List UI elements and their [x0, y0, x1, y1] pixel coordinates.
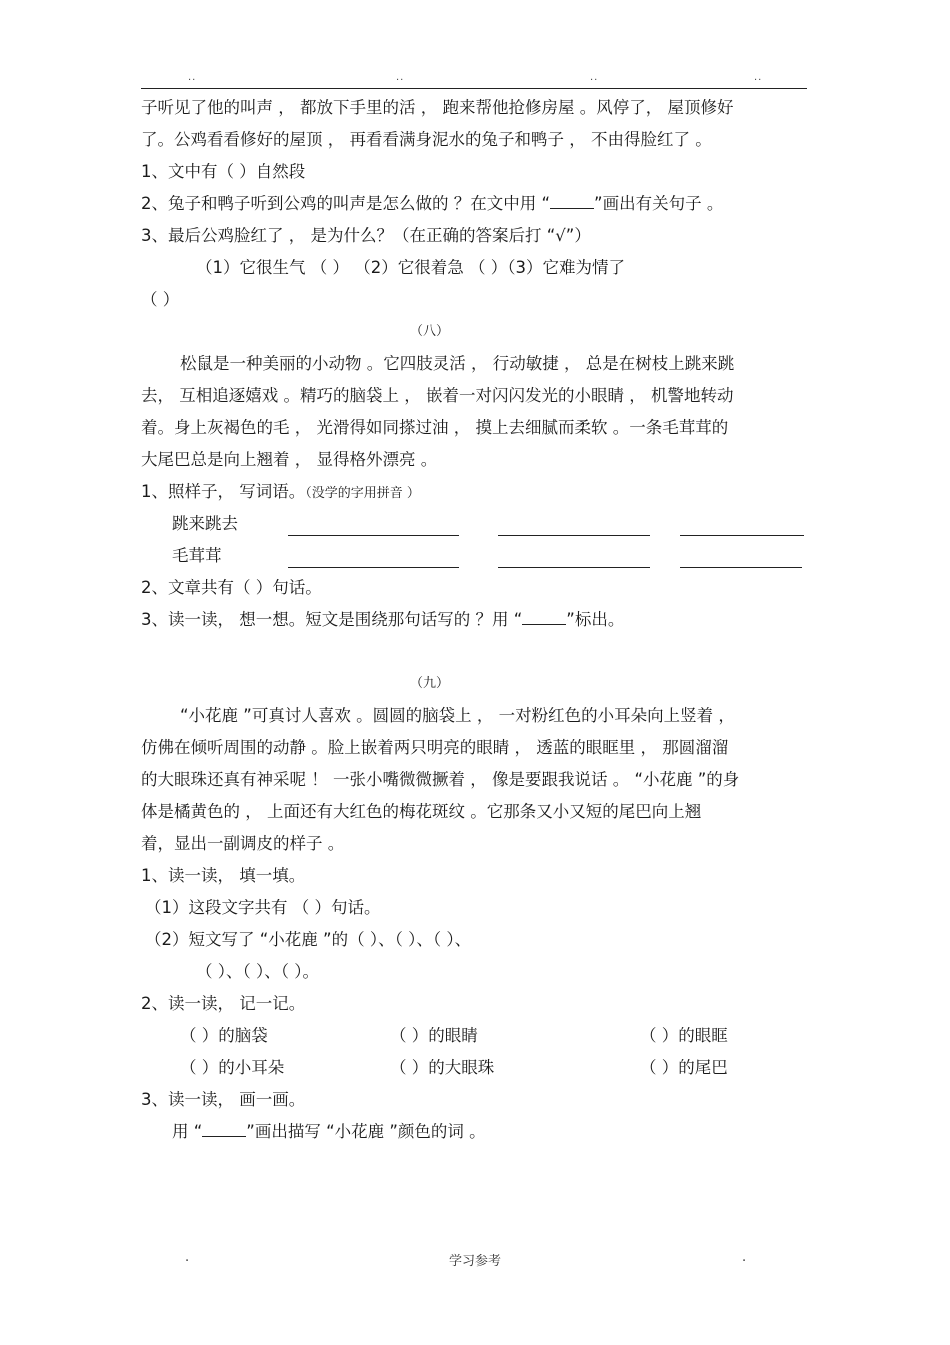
section-title: （八） [410, 324, 450, 339]
question [141, 610, 624, 630]
fill-item: （ ）的尾巴 [640, 1058, 728, 1077]
example-word: 毛茸茸 [172, 546, 222, 565]
passage-line: 子听见了他的叫声 ， 都放下手里的活 ， 跑来帮他抢修房屋 。风停了， 屋顶修好 [141, 98, 734, 117]
question-text: 用 “ [172, 1122, 203, 1141]
header-dots: .. [754, 72, 763, 83]
question: 1、文中有（ ）自然段 [141, 162, 306, 181]
question [172, 1122, 486, 1142]
underline-sample [550, 194, 594, 209]
question: 2、文章共有（ ）句话。 [141, 578, 322, 597]
header-rule [141, 88, 807, 89]
passage-line: 了。公鸡看看修好的屋顶 ， 再看看满身泥水的兔子和鸭子 ， 不由得脸红了 。 [141, 130, 712, 149]
question: （2）短文写了 “小花鹿 ”的（ ）、（ ）、（ ）、 [145, 930, 472, 949]
question-note: （没学的字用拼音 ） [305, 486, 420, 501]
question: （1）这段文字共有 （ ）句话。 [145, 898, 381, 917]
question: 1、读一读， 填一填。 [141, 866, 306, 885]
header-dots: .. [590, 72, 599, 83]
passage-line: 着，显出一副调皮的样子 。 [141, 834, 345, 853]
header-dots: .. [396, 72, 405, 83]
fill-item: （ ）的眼眶 [640, 1026, 728, 1045]
footer-dot: . [185, 1250, 190, 1265]
underline-sample [202, 1122, 246, 1137]
footer-label: 学习参考 [449, 1254, 502, 1269]
passage-line: 去， 互相追逐嬉戏 。精巧的脑袋上 ， 嵌着一对闪闪发光的小眼睛 ， 机警地转动 [141, 386, 734, 405]
answer-line [498, 535, 650, 536]
passage-line: 着。身上灰褐色的毛 ， 光滑得如同搽过油 ， 摸上去细腻而柔软 。一条毛茸茸的 [141, 418, 729, 437]
passage-line: “小花鹿 ”可真讨人喜欢 。圆圆的脑袋上 ， 一对粉红色的小耳朵向上竖着 ， [180, 706, 735, 725]
question: 3、最后公鸡脸红了 ， 是为什么？（在正确的答案后打 “√”） [141, 226, 591, 245]
answer-line [680, 535, 804, 536]
section-title: （九） [410, 676, 450, 691]
answer-blank: （ ） [141, 290, 180, 309]
passage-line: 仿佛在倾听周围的动静 。脸上嵌着两只明亮的眼睛 ， 透蓝的眼眶里 ， 那圆溜溜 [141, 738, 729, 757]
question-text: ”画出有关句子 。 [594, 194, 724, 213]
question-text: 2、兔子和鸭子听到公鸡的叫声是怎么做的 ？在文中用 “ [141, 194, 551, 213]
question [141, 194, 723, 214]
question: 3、读一读， 画一画。 [141, 1090, 306, 1109]
question-text: ”画出描写 “小花鹿 ”颜色的词 。 [246, 1122, 486, 1141]
question: （ ）、（ ）、（ ）。 [196, 962, 319, 981]
question-text: 3、读一读， 想一想。短文是围绕那句话写的 ？用 “ [141, 610, 523, 629]
fill-item: （ ）的脑袋 [180, 1026, 268, 1045]
answer-line [680, 567, 802, 568]
answer-line [498, 567, 650, 568]
answer-line [288, 567, 459, 568]
passage-line: 大尾巴总是向上翘着 ， 显得格外漂亮 。 [141, 450, 438, 469]
passage-line: 的大眼珠还真有神采呢 ！ 一张小嘴微微撅着 ， 像是要跟我说话 。 “小花鹿 ”的身 [141, 770, 740, 789]
footer-dot: . [742, 1250, 747, 1265]
fill-item: （ ）的大眼珠 [390, 1058, 495, 1077]
fill-item: （ ）的小耳朵 [180, 1058, 285, 1077]
question-text: 1、照样子， 写词语。 [141, 482, 306, 501]
example-word: 跳来跳去 [172, 514, 238, 533]
question: 2、读一读， 记一记。 [141, 994, 306, 1013]
passage-line: 松鼠是一种美丽的小动物 。它四肢灵活 ， 行动敏捷 ， 总是在树枝上跳来跳 [180, 354, 735, 373]
question-text: ”标出。 [566, 610, 625, 629]
passage-line: 体是橘黄色的 ， 上面还有大红色的梅花斑纹 。它那条又小又短的尾巴向上翘 [141, 802, 702, 821]
question [141, 482, 420, 504]
answer-line [288, 535, 459, 536]
answer-options: （1）它很生气 （ ） （2）它很着急 （ ）（3）它难为情了 [196, 258, 625, 277]
fill-item: （ ）的眼睛 [390, 1026, 478, 1045]
header-dots: .. [188, 72, 197, 83]
underline-sample [522, 610, 566, 625]
